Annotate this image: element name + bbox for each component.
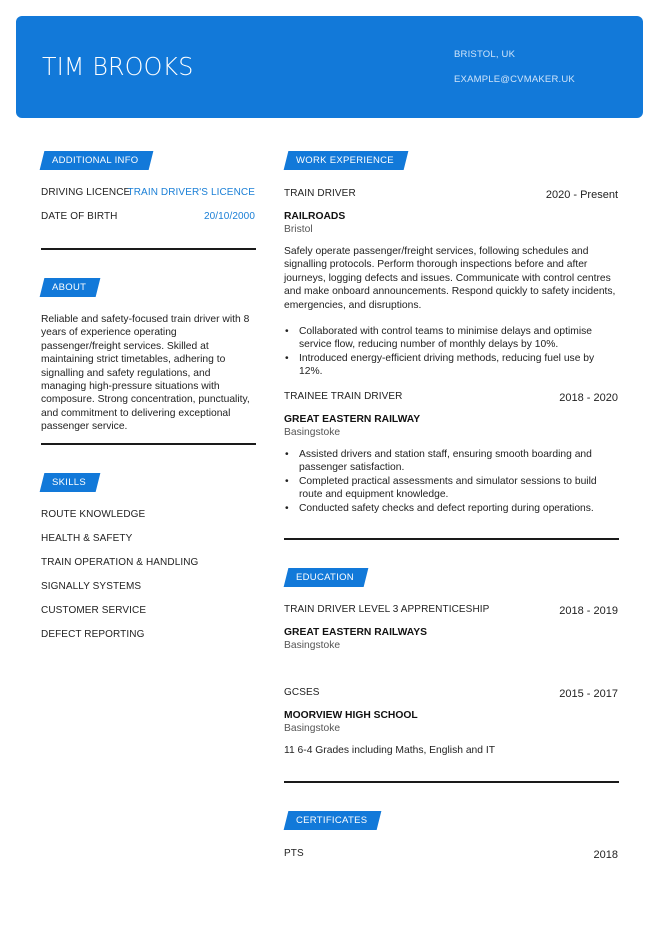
skill-item: TRAIN OPERATION & HANDLING bbox=[41, 557, 199, 568]
section-tag-additional-info: ADDITIONAL INFO bbox=[42, 151, 151, 170]
info-label: DRIVING LICENCE bbox=[41, 187, 131, 198]
job-location: Bristol bbox=[284, 224, 313, 235]
education-dates: 2018 - 2019 bbox=[559, 605, 618, 617]
list-item: • Completed practical assessments and simulator sessions to build route and equipment knowledge. bbox=[284, 475, 618, 502]
skill-item: DEFECT REPORTING bbox=[41, 629, 145, 640]
info-value: 20/10/2000 bbox=[203, 211, 255, 222]
job-dates: 2020 - Present bbox=[545, 189, 618, 201]
institution: GREAT EASTERN RAILWAYS bbox=[284, 627, 428, 638]
skill-item: ROUTE KNOWLEDGE bbox=[41, 509, 146, 520]
certificate-title: PTS bbox=[284, 848, 304, 859]
list-item: • Introduced energy-efficient driving methods, reducing fuel use by 12%. bbox=[284, 352, 618, 379]
job-bullets bbox=[284, 325, 618, 379]
info-label: DATE OF BIRTH bbox=[41, 211, 118, 222]
job-title: TRAINEE TRAIN DRIVER bbox=[284, 391, 403, 402]
certificate-date: 2018 bbox=[593, 849, 618, 861]
section-tag-skills: SKILLS bbox=[42, 473, 98, 492]
employer: RAILROADS bbox=[284, 211, 346, 222]
skill-item: SIGNALLY SYSTEMS bbox=[41, 581, 142, 592]
section-tag-work-experience: WORK EXPERIENCE bbox=[286, 151, 406, 170]
divider bbox=[284, 781, 619, 783]
education-location: Basingstoke bbox=[284, 723, 341, 734]
list-item: • Assisted drivers and station staff, ensuring smooth boarding and passenger satisfaction. bbox=[284, 448, 618, 475]
job-title: TRAIN DRIVER bbox=[284, 188, 356, 199]
education-dates: 2015 - 2017 bbox=[559, 688, 618, 700]
location: BRISTOL, UK bbox=[454, 49, 516, 60]
job-bullets bbox=[284, 448, 618, 515]
divider bbox=[41, 248, 256, 250]
email: EXAMPLE@CVMAKER.UK bbox=[454, 74, 575, 85]
skill-item: HEALTH & SAFETY bbox=[41, 533, 133, 544]
section-tag-certificates: CERTIFICATES bbox=[286, 811, 379, 830]
institution: MOORVIEW HIGH SCHOOL bbox=[284, 710, 418, 721]
divider bbox=[41, 443, 256, 445]
job-dates: 2018 - 2020 bbox=[559, 392, 618, 404]
job-summary: Safely operate passenger/freight services, following schedules and signalling protocols. Perform thorough inspections before and after journeys, logging defects and issues. Communicate with control centres and make onboard announcements. Respond quickly to safety incidents, emergencies, and disruptions. bbox=[284, 246, 616, 311]
about-text: Reliable and safety-focused train driver with 8 years of experience operating passenger/freight services. Skilled at maintaining strict timetables, adhering to signalling and safety regulations, and managing high-pressure situations with composure. Strong concentration, punctuality, and commitment to delivering exceptional passenger service. bbox=[41, 314, 250, 433]
header-banner bbox=[16, 16, 643, 118]
education-title: TRAIN DRIVER LEVEL 3 APPRENTICESHIP bbox=[284, 604, 490, 615]
education-title: GCSES bbox=[284, 687, 320, 698]
job-location: Basingstoke bbox=[284, 427, 341, 438]
section-tag-about: ABOUT bbox=[42, 278, 98, 297]
info-row bbox=[41, 211, 255, 225]
employer: GREAT EASTERN RAILWAY bbox=[284, 414, 421, 425]
candidate-name: TIM BROOKS bbox=[42, 52, 194, 81]
info-row bbox=[41, 187, 255, 201]
section-tag-education: EDUCATION bbox=[286, 568, 366, 587]
list-item: • Collaborated with control teams to minimise delays and optimise service flow, reducing number of monthly delays by 10%. bbox=[284, 325, 618, 352]
education-location: Basingstoke bbox=[284, 640, 341, 651]
education-note: 11 6-4 Grades including Maths, English and IT bbox=[284, 745, 496, 756]
list-item: • Conducted safety checks and defect reporting during operations. bbox=[284, 502, 618, 515]
skill-item: CUSTOMER SERVICE bbox=[41, 605, 147, 616]
divider bbox=[284, 538, 619, 540]
info-value: TRAIN DRIVER'S LICENCE bbox=[127, 187, 255, 198]
